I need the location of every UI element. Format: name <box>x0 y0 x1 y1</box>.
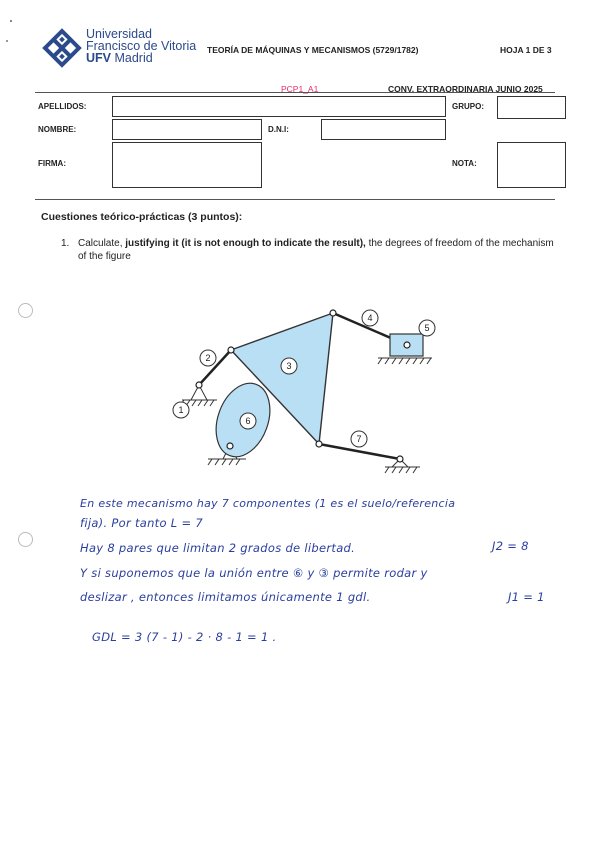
question-bold: justifying it (it is not enough to indicate the result), <box>125 238 366 249</box>
question-number: 1. <box>61 238 70 249</box>
mechanism-diagram <box>150 295 450 475</box>
header-divider <box>35 92 555 93</box>
answer-line-2: fija). Por tanto L = 7 <box>80 516 203 530</box>
nota-field[interactable] <box>497 142 566 188</box>
answer-j2: J2 = 8 <box>492 539 529 553</box>
dni-field[interactable] <box>321 119 446 140</box>
answer-line-4: Y si suponemos que la unión entre ⑥ y ③ permite rodar y <box>80 566 428 580</box>
answer-line-3: Hay 8 pares que limitan 2 grados de libertad. <box>80 541 356 555</box>
answer-gdl: GDL = 3 (7 - 1) - 2 · 8 - 1 = 1 . <box>92 630 277 644</box>
course-title: TEORÍA DE MÁQUINAS Y MECANISMOS (5729/1782) <box>207 45 419 55</box>
firma-field[interactable] <box>112 142 262 188</box>
grupo-field[interactable] <box>497 96 566 119</box>
grupo-label: GRUPO: <box>452 102 484 111</box>
apellidos-field[interactable] <box>112 96 446 117</box>
ufv-bold: UFV <box>86 51 111 65</box>
section-title: Cuestiones teórico-prácticas (3 puntos): <box>41 211 243 223</box>
university-line1: Universidad <box>86 27 153 41</box>
exam-session: CONV. EXTRAORDINARIA JUNIO 2025 <box>388 84 543 94</box>
apellidos-label: APELLIDOS: <box>38 102 87 111</box>
nota-label: NOTA: <box>452 159 477 168</box>
question-plain1: Calculate, <box>78 238 126 249</box>
answer-line-1: En este mecanismo hay 7 componentes (1 es el suelo/referencia <box>80 497 456 510</box>
label-5: 5 <box>424 323 430 333</box>
ufv-city: Madrid <box>114 51 153 65</box>
scan-dot <box>10 20 12 22</box>
question-text <box>78 237 558 263</box>
exam-code: PCP1_A1 <box>281 84 319 94</box>
label-2: 2 <box>205 353 211 363</box>
form-divider <box>35 199 555 200</box>
label-3: 3 <box>286 361 292 371</box>
label-7: 7 <box>356 434 362 444</box>
punch-hole <box>18 532 33 547</box>
scan-dot <box>6 40 8 42</box>
question-plain2: the degrees of freedom of the mechanism of the figure <box>78 238 554 262</box>
dni-label: D.N.I: <box>268 125 289 134</box>
page-number: HOJA 1 DE 3 <box>500 45 552 55</box>
university-line2: Francisco de Vitoria <box>86 39 197 53</box>
university-logo-icon <box>42 28 82 68</box>
nombre-label: NOMBRE: <box>38 125 77 134</box>
university-line3 <box>86 52 196 64</box>
nombre-field[interactable] <box>112 119 262 140</box>
label-6: 6 <box>245 416 251 426</box>
university-name <box>86 28 196 64</box>
firma-label: FIRMA: <box>38 159 66 168</box>
answer-line-5: deslizar , entonces limitamos únicamente 1 gdl. <box>80 590 371 604</box>
answer-j1: J1 = 1 <box>508 590 545 604</box>
label-4: 4 <box>367 313 373 323</box>
punch-hole <box>18 303 33 318</box>
label-1: 1 <box>178 405 184 415</box>
